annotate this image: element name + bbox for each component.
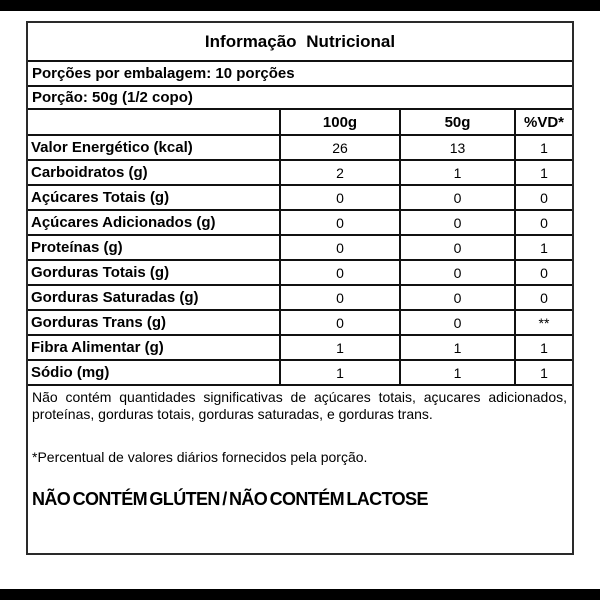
table-row [28,210,572,235]
column-header-50g: 50g [400,110,515,135]
nutrient-name: Sódio (mg) [28,360,280,385]
no-significant-amounts-note: Não contém quantidades significativas de açúcares totais, açucares adicionados, proteínas, gorduras totais, gorduras saturadas, e gorduras trans. [32,389,567,422]
nutrient-name: Gorduras Totais (g) [28,260,280,285]
value-50g: 13 [400,135,515,160]
table-row [28,310,572,335]
value-100g: 0 [280,185,400,210]
table-row [28,135,572,160]
label-title: Informação Nutricional [28,23,572,62]
nutrition-table-body [28,135,572,385]
value-vd: 1 [515,235,572,260]
value-100g: 1 [280,360,400,385]
table-row [28,235,572,260]
daily-values-note: *Percentual de valores diários fornecidos pela porção. [32,449,368,465]
table-row [28,260,572,285]
table-row [28,185,572,210]
value-vd: 1 [515,160,572,185]
value-100g: 0 [280,210,400,235]
value-100g: 1 [280,335,400,360]
nutrient-name: Gorduras Saturadas (g) [28,285,280,310]
value-vd: 0 [515,210,572,235]
nutrient-name: Proteínas (g) [28,235,280,260]
column-header-vd: %VD* [515,110,572,135]
value-vd: 1 [515,135,572,160]
servings-per-package: Porções por embalagem: 10 porções [28,62,572,87]
value-vd: 0 [515,285,572,310]
table-row [28,160,572,185]
nutrient-name: Valor Energético (kcal) [28,135,280,160]
value-100g: 0 [280,285,400,310]
column-header-nutrient [28,110,280,135]
value-50g: 1 [400,335,515,360]
allergen-statement: NÃO CONTÉM GLÚTEN / NÃO CONTÉM LACTOSE [32,489,428,509]
header-row [28,110,572,135]
value-100g: 0 [280,310,400,335]
value-50g: 0 [400,310,515,335]
value-50g: 0 [400,285,515,310]
nutrition-label [26,21,574,555]
bottom-black-bar [0,589,600,600]
value-50g: 1 [400,160,515,185]
label-footnotes [28,386,572,553]
nutrient-name: Carboidratos (g) [28,160,280,185]
nutrition-table [28,110,572,386]
nutrient-name: Fibra Alimentar (g) [28,335,280,360]
value-100g: 2 [280,160,400,185]
table-row [28,335,572,360]
value-vd: 0 [515,260,572,285]
nutrient-name: Açúcares Totais (g) [28,185,280,210]
value-100g: 0 [280,235,400,260]
value-100g: 0 [280,260,400,285]
value-50g: 0 [400,260,515,285]
portion-size: Porção: 50g (1/2 copo) [28,87,572,110]
value-50g: 0 [400,235,515,260]
value-vd: 0 [515,185,572,210]
value-50g: 0 [400,185,515,210]
value-50g: 0 [400,210,515,235]
value-vd: 1 [515,335,572,360]
column-header-100g: 100g [280,110,400,135]
table-row [28,285,572,310]
value-vd: ** [515,310,572,335]
top-black-bar [0,0,600,11]
value-50g: 1 [400,360,515,385]
nutrition-table-header [28,110,572,135]
nutrient-name: Gorduras Trans (g) [28,310,280,335]
nutrient-name: Açúcares Adicionados (g) [28,210,280,235]
value-vd: 1 [515,360,572,385]
table-row [28,360,572,385]
value-100g: 26 [280,135,400,160]
